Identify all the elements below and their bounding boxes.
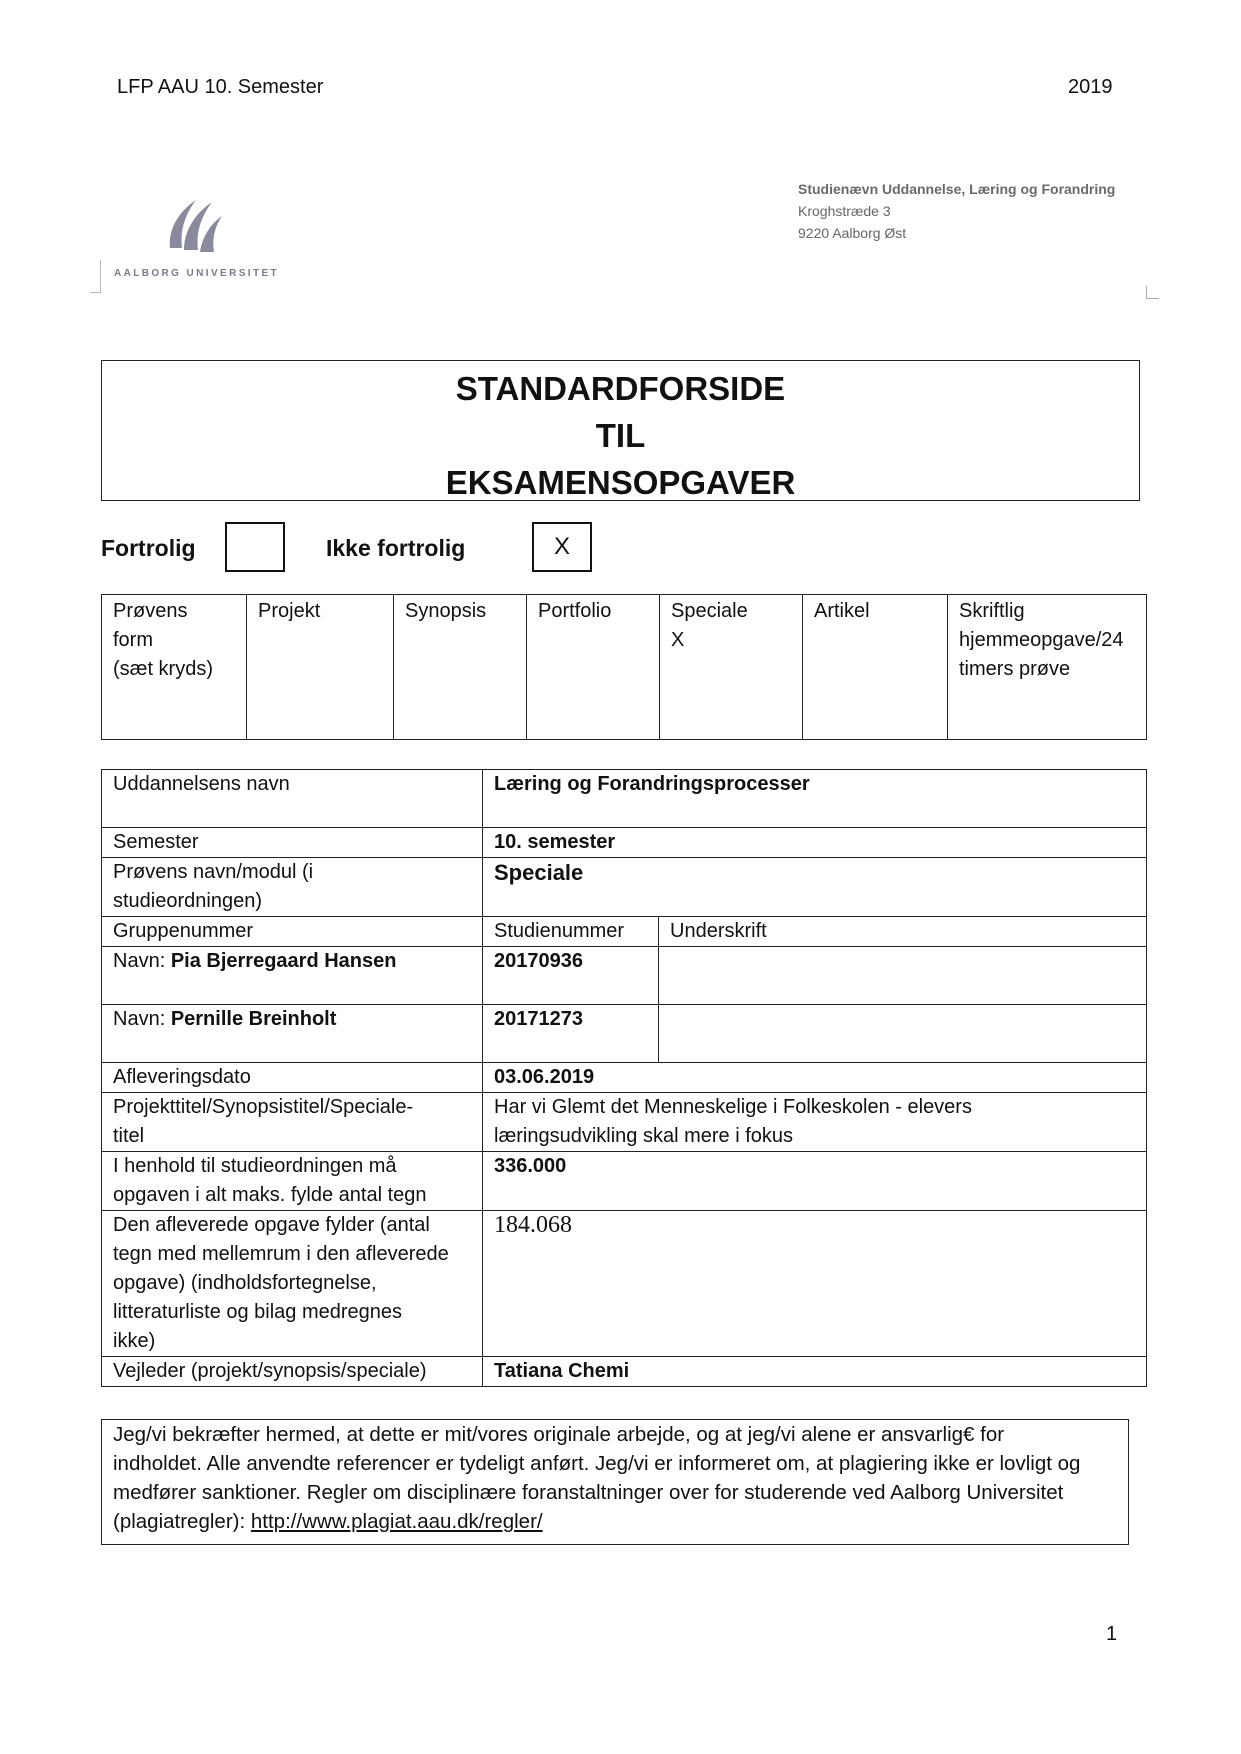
title-line-1: STANDARDFORSIDE xyxy=(455,370,786,407)
student-name[interactable]: Pernille Breinholt xyxy=(170,1008,337,1030)
char-count-label: Den afleverede opgave fylder (antal tegn med mellemrum i den afleverede opgave) (indholdsfortegnelse, litteraturliste og bilag medregnes ikke) xyxy=(102,1211,483,1357)
exam-form-option-synopsis[interactable]: Synopsis xyxy=(394,595,527,740)
page-number: 1 xyxy=(1106,1623,1118,1645)
student-row xyxy=(102,947,1147,1005)
education-value[interactable]: Læring og Forandringsprocesser xyxy=(483,770,1147,828)
signature-field[interactable] xyxy=(659,1005,1147,1063)
declaration-line-3: medfører sanktioner. Regler om disciplinære foranstaltninger over for studerende ved Aalborg Universitet xyxy=(113,1481,1064,1504)
confidential-label: Fortrolig xyxy=(101,535,196,561)
confidential-checkbox[interactable] xyxy=(225,522,285,572)
supervisor-value[interactable]: Tatiana Chemi xyxy=(483,1357,1147,1387)
not-confidential-label: Ikke fortrolig xyxy=(326,535,466,561)
education-label: Uddannelsens navn xyxy=(102,770,483,828)
max-chars-label: I henhold til studieordningen må opgaven i alt maks. fylde antal tegn xyxy=(102,1152,483,1211)
speciale-mark: X xyxy=(671,629,685,651)
student-name[interactable]: Pia Bjerregaard Hansen xyxy=(170,950,397,972)
exam-form-table xyxy=(101,594,1147,740)
delivery-date-label: Afleveringsdato xyxy=(102,1063,483,1093)
declaration-line-2: indholdet. Alle anvendte referencer er tydeligt anført. Jeg/vi er informeret om, at plagiering ikke er lovligt og xyxy=(113,1452,1081,1475)
exam-form-option-portfolio[interactable]: Portfolio xyxy=(527,595,660,740)
exam-form-option-artikel[interactable]: Artikel xyxy=(803,595,948,740)
exam-name-label: Prøvens navn/modul (i studieordningen) xyxy=(102,858,483,917)
signature-field[interactable] xyxy=(659,947,1147,1005)
signature-label: Underskrift xyxy=(659,917,1147,947)
semester-value[interactable]: 10. semester xyxy=(483,828,1147,858)
exam-form-option-written[interactable]: Skriftlig hjemmeopgave/24 timers prøve xyxy=(948,595,1147,740)
char-count-value[interactable]: 184.068 xyxy=(483,1211,1147,1357)
exam-name-value[interactable]: Speciale xyxy=(483,858,1147,917)
not-confidential-checkbox[interactable]: X xyxy=(532,522,592,572)
thesis-title-value[interactable]: Har vi Glemt det Menneskelige i Folkeskolen - elevers læringsudvikling skal mere i fokus xyxy=(483,1093,1147,1152)
declaration-box xyxy=(101,1419,1129,1545)
study-board-name: Studienævn Uddannelse, Læring og Forandring xyxy=(798,181,1116,197)
study-board-city: 9220 Aalborg Øst xyxy=(798,225,907,241)
corner-mark xyxy=(1146,286,1159,299)
header-year: 2019 xyxy=(1068,76,1113,98)
delivery-date-value[interactable]: 03.06.2019 xyxy=(483,1063,1147,1093)
declaration-line-1: Jeg/vi bekræfter hermed, at dette er mit/vores originale arbejde, og at jeg/vi alene er ansvarlig€ for xyxy=(113,1423,1005,1446)
declaration-line-4: (plagiatregler): http://www.plagiat.aau.dk/regler/ xyxy=(113,1510,543,1533)
aau-logo-icon xyxy=(156,194,226,256)
student-number[interactable]: 20171273 xyxy=(483,1005,659,1063)
title-label: Projekttitel/Synopsistitel/Speciale- titel xyxy=(102,1093,483,1152)
info-table xyxy=(101,769,1147,1387)
header-left: LFP AAU 10. Semester xyxy=(117,76,324,98)
supervisor-label: Vejleder (projekt/synopsis/speciale) xyxy=(102,1357,483,1387)
group-label: Gruppenummer xyxy=(102,917,483,947)
logo-text: AALBORG UNIVERSITET xyxy=(114,268,280,279)
plagiarism-rules-link[interactable]: http://www.plagiat.aau.dk/regler/ xyxy=(250,1510,543,1533)
student-name-cell: Navn: Pia Bjerregaard Hansen xyxy=(102,947,483,1005)
university-logo xyxy=(90,194,300,304)
title-line-2: TIL xyxy=(595,417,646,454)
title-line-3: EKSAMENSOPGAVER xyxy=(445,464,796,501)
student-name-cell: Navn: Pernille Breinholt xyxy=(102,1005,483,1063)
student-row xyxy=(102,1005,1147,1063)
exam-form-label: Prøvens form (sæt kryds) xyxy=(102,595,247,740)
max-chars-value[interactable]: 336.000 xyxy=(483,1152,1147,1211)
exam-form-option-projekt[interactable]: Projekt xyxy=(247,595,394,740)
study-board-street: Kroghstræde 3 xyxy=(798,203,891,219)
title-box xyxy=(101,360,1140,501)
study-board-address xyxy=(798,178,1115,244)
student-number-label: Studienummer xyxy=(483,917,659,947)
exam-form-option-speciale[interactable]: Speciale X xyxy=(660,595,803,740)
student-number[interactable]: 20170936 xyxy=(483,947,659,1005)
semester-label: Semester xyxy=(102,828,483,858)
